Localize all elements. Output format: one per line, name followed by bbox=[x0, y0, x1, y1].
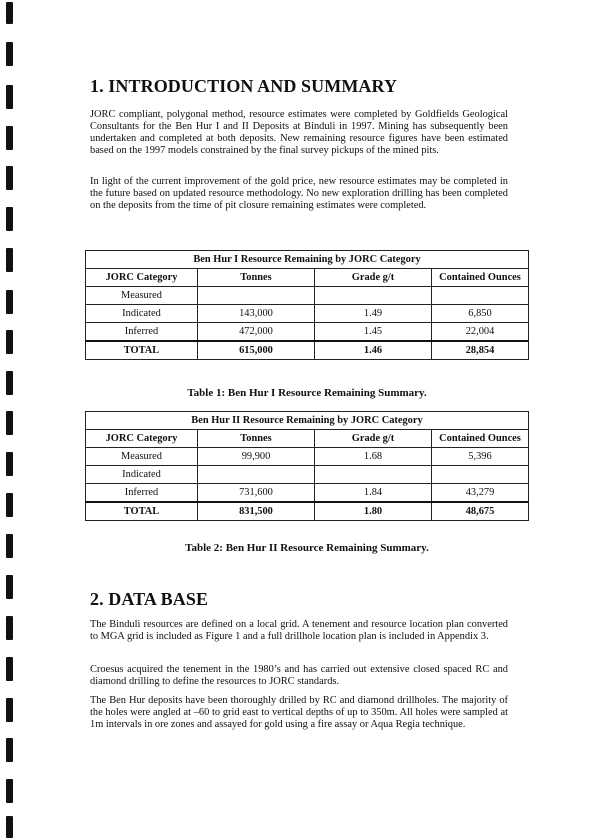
column-header: Contained Ounces bbox=[432, 269, 529, 287]
binding-hole bbox=[6, 738, 13, 762]
binding-hole bbox=[6, 207, 13, 231]
table-cell: 1.46 bbox=[315, 341, 432, 360]
section-heading-introduction: 1. INTRODUCTION AND SUMMARY bbox=[90, 76, 398, 96]
table-cell: 831,500 bbox=[198, 502, 315, 521]
column-header: Tonnes bbox=[198, 269, 315, 287]
table-title: Ben Hur II Resource Remaining by JORC Category bbox=[86, 412, 529, 430]
binding-hole bbox=[6, 166, 13, 190]
column-header: Contained Ounces bbox=[432, 430, 529, 448]
binding-hole bbox=[6, 248, 13, 272]
binding-hole bbox=[6, 616, 13, 640]
binding-hole bbox=[6, 698, 13, 722]
binding-hole bbox=[6, 779, 13, 803]
binding-hole bbox=[6, 816, 13, 838]
table-cell: 5,396 bbox=[432, 448, 529, 466]
database-paragraph-1: The Binduli resources are defined on a local grid. A tenement and resource location plan converted to MGA grid is included as Figure 1 and a full drillhole location plan is included in Appendix 3. bbox=[90, 619, 508, 642]
table-cell: TOTAL bbox=[86, 341, 198, 360]
binding-holes bbox=[0, 0, 14, 838]
section-heading-data-base: 2. DATA BASE bbox=[90, 589, 209, 609]
table-row bbox=[86, 323, 529, 342]
table-cell: 1.49 bbox=[315, 305, 432, 323]
table-cell: 1.68 bbox=[315, 448, 432, 466]
binding-hole bbox=[6, 493, 13, 517]
table-cell: 28,854 bbox=[432, 341, 529, 360]
column-header: JORC Category bbox=[86, 269, 198, 287]
table-cell: 143,000 bbox=[198, 305, 315, 323]
table-row bbox=[86, 484, 529, 503]
intro-paragraph-1: JORC compliant, polygonal method, resource estimates were completed by Goldfields Geological Consultants for the Ben Hur I and II Deposits at Binduli in 1997. Mining has subsequently been undertaken and completed at both deposits. New remaining resource figures have been estimated based on the 1997 models constrained by the final survey pickups of the mined pits. bbox=[90, 109, 508, 156]
binding-hole bbox=[6, 452, 13, 476]
table-cell bbox=[432, 466, 529, 484]
table-total-row bbox=[86, 502, 529, 521]
table-cell: 99,900 bbox=[198, 448, 315, 466]
table-total-row bbox=[86, 341, 529, 360]
binding-hole bbox=[6, 575, 13, 599]
binding-hole bbox=[6, 330, 13, 354]
table-cell: Indicated bbox=[86, 305, 198, 323]
table-cell: 43,279 bbox=[432, 484, 529, 503]
database-paragraph-3: The Ben Hur deposits have been thoroughly drilled by RC and diamond drillholes. The majority of the holes were angled at –60 to grid east to vertical depths of up to 350m. All holes were sampled at 1m intervals in ore zones and assayed for gold using a fire assay or Aqua Regia technique. bbox=[90, 695, 508, 730]
table-cell: 1.84 bbox=[315, 484, 432, 503]
table-row bbox=[86, 448, 529, 466]
binding-hole bbox=[6, 126, 13, 150]
column-header: Grade g/t bbox=[315, 430, 432, 448]
binding-hole bbox=[6, 290, 13, 314]
binding-hole bbox=[6, 371, 13, 395]
table-cell: 472,000 bbox=[198, 323, 315, 342]
table-row bbox=[86, 287, 529, 305]
table-cell bbox=[315, 287, 432, 305]
resource-table-ben-hur-2 bbox=[85, 411, 529, 521]
table-cell bbox=[198, 466, 315, 484]
column-header: JORC Category bbox=[86, 430, 198, 448]
intro-paragraph-2: In light of the current improvement of the gold price, new resource estimates may be completed in the future based on updated resource methodology. No new exploration drilling has been completed on the deposits from the time of pit closure remaining estimates were completed. bbox=[90, 176, 508, 211]
table-cell: 48,675 bbox=[432, 502, 529, 521]
column-header: Grade g/t bbox=[315, 269, 432, 287]
table-cell: Inferred bbox=[86, 323, 198, 342]
column-header: Tonnes bbox=[198, 430, 315, 448]
table-cell: Indicated bbox=[86, 466, 198, 484]
table-cell bbox=[432, 287, 529, 305]
binding-hole bbox=[6, 534, 13, 558]
resource-table-ben-hur-1 bbox=[85, 250, 529, 360]
database-paragraph-2: Croesus acquired the tenement in the 1980’s and has carried out extensive closed spaced RC and diamond drilling to define the resources to JORC standards. bbox=[90, 664, 508, 687]
table-row bbox=[86, 305, 529, 323]
table-cell bbox=[198, 287, 315, 305]
table-cell: 1.80 bbox=[315, 502, 432, 521]
table-cell: 6,850 bbox=[432, 305, 529, 323]
table-cell: 731,600 bbox=[198, 484, 315, 503]
table-cell: Measured bbox=[86, 448, 198, 466]
binding-hole bbox=[6, 657, 13, 681]
table-title: Ben Hur I Resource Remaining by JORC Category bbox=[86, 251, 529, 269]
table-cell: 615,000 bbox=[198, 341, 315, 360]
table-row bbox=[86, 466, 529, 484]
table-caption-2: Table 2: Ben Hur II Resource Remaining Summary. bbox=[185, 542, 429, 554]
table-cell: 22,004 bbox=[432, 323, 529, 342]
binding-hole bbox=[6, 42, 13, 66]
table-cell: Measured bbox=[86, 287, 198, 305]
binding-hole bbox=[6, 85, 13, 109]
table-cell: TOTAL bbox=[86, 502, 198, 521]
binding-hole bbox=[6, 411, 13, 435]
table-cell bbox=[315, 466, 432, 484]
binding-hole bbox=[6, 2, 13, 24]
table-cell: 1.45 bbox=[315, 323, 432, 342]
table-caption-1: Table 1: Ben Hur I Resource Remaining Summary. bbox=[187, 387, 427, 399]
table-cell: Inferred bbox=[86, 484, 198, 503]
